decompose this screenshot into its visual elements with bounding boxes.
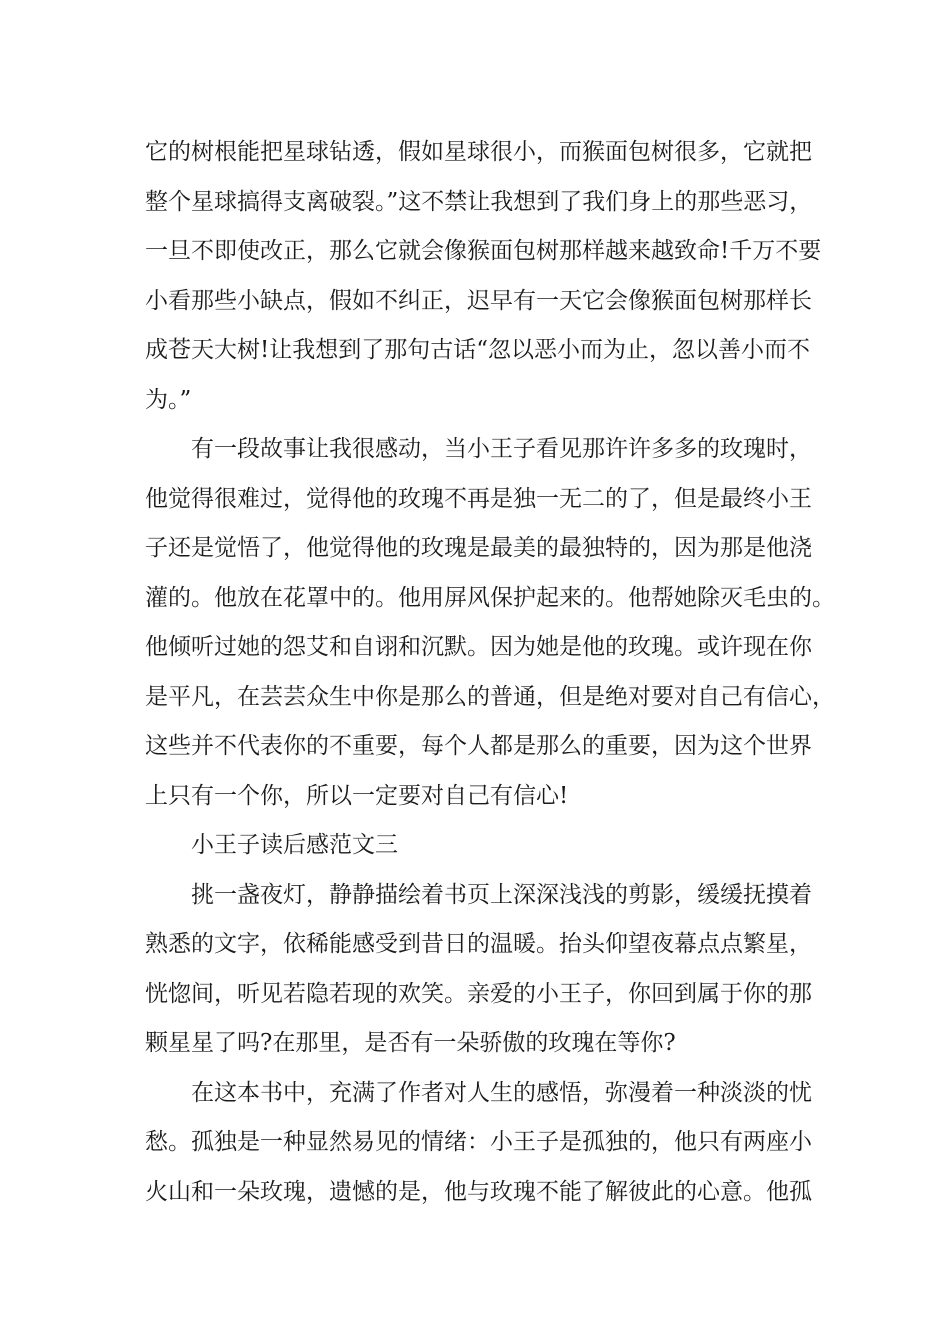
text-line: 是平凡，在芸芸众生中你是那么的普通，但是绝对要对自己有信心， [145,683,835,710]
text-line: 火山和一朵玫瑰，遗憾的是，他与玫瑰不能了解彼此的心意。他孤 [145,1178,812,1205]
body-text [145,128,835,1217]
text-line: 小看那些小缺点，假如不纠正，迟早有一天它会像猴面包树那样长 [145,287,812,314]
text-line: 上只有一个你，所以一定要对自己有信心! [145,782,569,809]
text-line: 为。” [145,386,192,413]
text-line: 熟悉的文字，依稀能感受到昔日的温暖。抬头仰望夜幕点点繁星， [145,931,812,957]
text-line: 他觉得很难过，觉得他的玫瑰不再是独一无二的了，但是最终小王 [145,485,812,512]
text-line: 整个星球搞得支离破裂。”这不禁让我想到了我们身上的那些恶习， [145,188,813,215]
text-line: 恍惚间，听见若隐若现的欢笑。亲爱的小王子，你回到属于你的那 [145,980,812,1007]
paragraph-start-line: 有一段故事让我很感动，当小王子看见那许许多多的玫瑰时， [191,436,812,462]
paragraph-start-line: 挑一盏夜灯，静静描绘着书页上深深浅浅的剪影，缓缓抚摸着 [191,881,812,908]
text-line: 灌的。他放在花罩中的。他用屏风保护起来的。他帮她除灭毛虫的。 [145,584,835,611]
text-line: 这些并不代表你的不重要，每个人都是那么的重要，因为这个世界 [145,733,812,759]
text-line: 一旦不即使改正，那么它就会像猴面包树那样越来越致命!千万不要 [145,238,822,264]
text-line: 他倾听过她的怨艾和自诩和沉默。因为她是他的玫瑰。或许现在你 [145,634,812,660]
text-line: 颗星星了吗?在那里，是否有一朵骄傲的玫瑰在等你? [145,1030,676,1056]
section-heading: 小王子读后感范文三 [191,832,398,858]
text-line: 成苍天大树!让我想到了那句古话“忽以恶小而为止，忽以善小而不 [145,337,811,363]
text-line: 子还是觉悟了，他觉得他的玫瑰是最美的最独特的，因为那是他浇 [145,535,812,561]
text-line: 它的树根能把星球钻透，假如星球很小，而猴面包树很多，它就把 [145,139,812,165]
text-line: 愁。孤独是一种显然易见的情绪：小王子是孤独的，他只有两座小 [145,1129,812,1155]
paragraph-start-line: 在这本书中，充满了作者对人生的感悟，弥漫着一种淡淡的忧 [191,1079,812,1106]
